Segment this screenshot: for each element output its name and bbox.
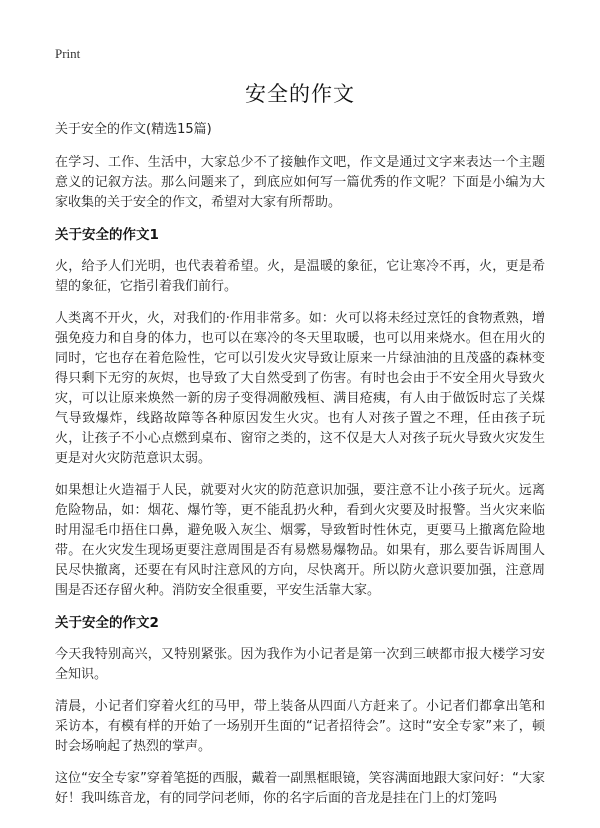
- document-body: [55, 120, 545, 821]
- section-heading: 关于安全的作文1: [55, 227, 159, 243]
- body-paragraph: 这位“安全专家”穿着笔挺的西服，戴着一副黑框眼镜，笑容满面地跟大家问好：“大家好！我叫练音龙，有的同学问老师，你的名字后面的音龙是挂在门上的灯笼吗: [55, 771, 545, 806]
- document-title: 安全的作文: [245, 82, 355, 106]
- body-paragraph: 清晨，小记者们穿着火红的马甲，带上装备从四面八方赶来了。小记者们都拿出笔和采访本，有模有样的开始了一场别开生面的“记者招待会”。这时“安全专家”来了，顿时会场响起了热烈的掌声。: [55, 699, 545, 754]
- print-link[interactable]: Print: [55, 46, 81, 61]
- body-paragraph: 如果想让火造福于人民，就要对火灾的防范意识加强，要注意不让小孩子玩火。远离危险物品，如：烟花、爆竹等，更不能乱扔火种，看到火灾要及时报警。当火灾来临时用湿毛巾捂住口鼻，避免吸入灰尘、烟雾，导致暂时性休克，更要马上撤离危险地带。在火灾发生现场更要注意周围是否有易燃易爆物品。如果有，那么要告诉周围人民尽快撤离，还要在有风时注意风的方向，尽快离开。所以防火意识要加强，注意周围是否还存留火种。消防安全很重要，平安生活靠大家。: [55, 483, 545, 598]
- document-subtitle: 关于安全的作文(精选15篇): [55, 122, 212, 137]
- body-paragraph: 人类离不开火，火，对我们的·作用非常多。如：火可以将未经过烹饪的食物煮熟，增强免疫力和自身的体力，也可以在寒冷的冬天里取暖，也可以用来烧水。但在用火的同时，它也存在着危险性，它可以引发火灾导致让原来一片绿油油的且茂盛的森林变得只剩下无穷的灰烬，也导致了大自然受到了伤害。有时也会由于不安全用火导致火灾，可以让原来焕然一新的房子变得凋敝残桓、满目疮痍，有人由于做饭时忘了关煤气导致爆炸，线路故障等各种原因发生火灾。也有人对孩子置之不理，任由孩子玩火，让孩子不小心点燃到桌布、窗帘之类的，这不仅是大人对孩子玩火导致火灾发生更是对火灾防范意识太弱。: [55, 311, 545, 466]
- section-heading: 关于安全的作文2: [55, 615, 159, 631]
- intro-paragraph: 在学习、工作、生活中，大家总少不了接触作文吧，作文是通过文字来表达一个主题意义的记叙方法。那么问题来了，到底应如何写一篇优秀的作文呢？下面是小编为大家收集的关于安全的作文，希望对大家有所帮助。: [55, 155, 545, 210]
- body-paragraph: 火，给予人们光明，也代表着希望。火，是温暖的象征，它让寒冷不再，火，更是希望的象征，它指引着我们前行。: [55, 259, 545, 294]
- body-paragraph: 今天我特别高兴，又特别紧张。因为我作为小记者是第一次到三峡都市报大楼学习安全知识。: [55, 647, 545, 682]
